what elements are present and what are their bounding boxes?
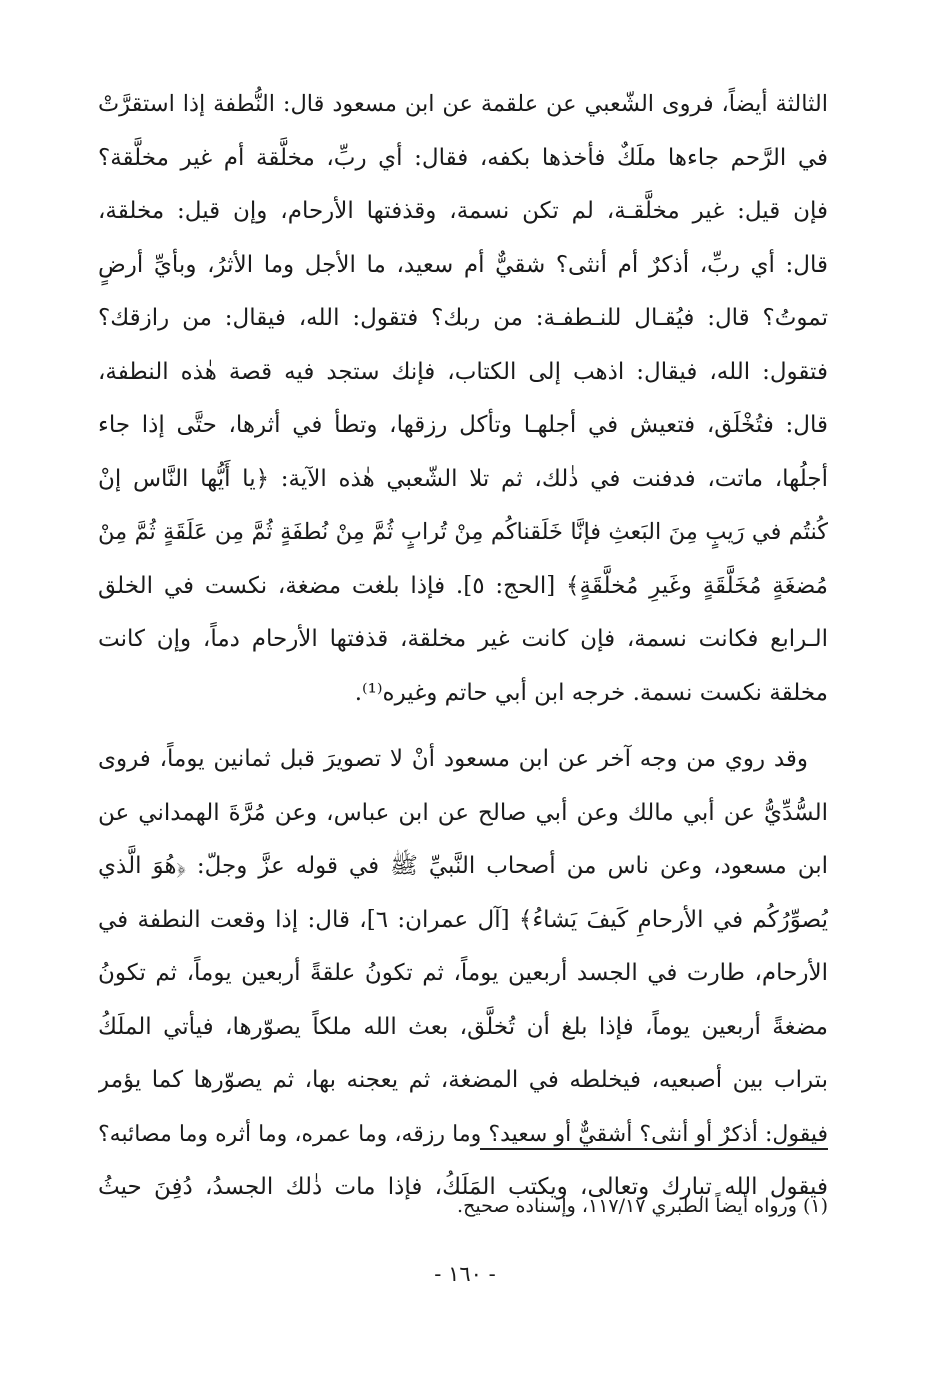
text-line: ابن مسعود، وعن ناس من أصحاب النَّبيِّ ﷺ في قوله عزَّ وجلّ: ﴿هُوَ الَّذي — [98, 853, 828, 879]
text-line: الـرابع فكانت نسمة، فإن كانت غير مخلقة، قذفتها الأرحام دماً، وإن كانت — [98, 626, 828, 652]
footnote: (١) ورواه أيضاً الطبري ١١٧/١٧، وإسناده صحيح. — [457, 1195, 828, 1217]
paragraph-1 — [98, 78, 828, 720]
text-line: فإن قيل: غير مخلَّقـة، لم تكن نسمة، وقذفتها الأرحام، وإن قيل: مخلقة، — [98, 198, 828, 224]
text-line: تموتُ؟ قال: فيُقـال للنـطفـة: من ربك؟ فتقول: الله، فيقال: من رازقك؟ — [98, 305, 828, 331]
text-line: كُنتُم في رَيبٍ مِنَ البَعثِ فإنَّا خَلَقناكُم مِنْ تُرابٍ ثُمَّ مِنْ نُطفَةٍ ثُمَّ مِن عَلَقَةٍ ثُمَّ مِنْ — [98, 519, 828, 545]
text-line: أجلُها، ماتت، فدفنت في ذٰلك، ثم تلا الشّعبي هٰذه الآية: ﴿يا أَيُّها النَّاس إنْ — [98, 465, 828, 492]
text-line: مخلقة نكست نسمة. خرجه ابن أبي حاتم وغيره⁽¹⁾. — [354, 679, 828, 706]
footnote-separator — [480, 1148, 828, 1150]
text-line: قال: أي ربِّ، أذكرٌ أم أنثى؟ شقيٌّ أم سعيد، ما الأجل وما الأثرُ، وبأيِّ أرضٍ — [98, 251, 828, 278]
text-line: بتراب بين أصبعيه، فيخلطه في المضغة، ثم يعجنه بها، ثم يصوّرها كما يؤمر — [98, 1067, 828, 1093]
text-line: فيقول الله تبارك وتعالى، ويكتب المَلَكُ، فإذا مات ذٰلك الجسدُ، دُفِنَ حيثُ — [98, 1174, 828, 1200]
text-line: يُصوِّرُكُم في الأرحامِ كَيفَ يَشاءُ﴾ [آل عمران: ٦]، قال: إذا وقعت النطفة في — [98, 906, 828, 933]
text-line: في الرَّحم جاءها ملَكٌ فأخذها بكفه، فقال: أي ربِّ، مخلَّقة أم غير مخلَّقة؟ — [98, 144, 828, 171]
text-line: فتقول: الله، فيقال: اذهب إلى الكتاب، فإنك ستجد فيه قصة هٰذه النطفة، — [98, 358, 828, 385]
text-line: قال: فتُخْلَق، فتعيش في أجلهـا وتأكل رزقها، وتطأ في أثرها، حتَّى إذا جاء — [98, 412, 828, 438]
text-line: مضغةً أربعين يوماً، فإذا بلغ أن تُخلَّق، بعث الله ملكاً يصوّرها، فيأتي الملَكُ — [98, 1013, 828, 1040]
text-line: الأرحام، طارت في الجسد أربعين يوماً، ثم تكونُ علقةً أربعين يوماً، ثم تكونُ — [98, 960, 828, 986]
paragraph-2 — [98, 733, 828, 1215]
main-text — [98, 78, 828, 1215]
text-line: مُضغَةٍ مُخَلَّقَةٍ وغَيرِ مُخلَّقَةٍ﴾ [الحج: ٥]. فإذا بلغت مضغة، نكست في الخلق — [98, 572, 828, 599]
text-line: وقد روي من وجه آخر عن ابن مسعود أنْ لا تصويرَ قبل ثمانين يوماً، فروى — [98, 746, 808, 772]
text-line: السُّدِّيُّ عن أبي مالك وعن أبي صالح عن ابن عباس، وعن مُرَّةَ الهمداني عن — [98, 799, 828, 826]
paragraph-gap — [98, 720, 828, 733]
page-number: - ١٦٠ - — [434, 1262, 496, 1286]
text-line: فيقول: أذكرٌ أو أنثى؟ أشقيٌّ أو سعيد؟ وما رزقه، وما عمره، وما أثره وما مصائبه؟ — [98, 1121, 828, 1147]
text-line: الثالثة أيضاً، فروى الشّعبي عن علقمة عن ابن مسعود قال: النُّطفة إذا استقرَّتْ — [98, 91, 828, 117]
